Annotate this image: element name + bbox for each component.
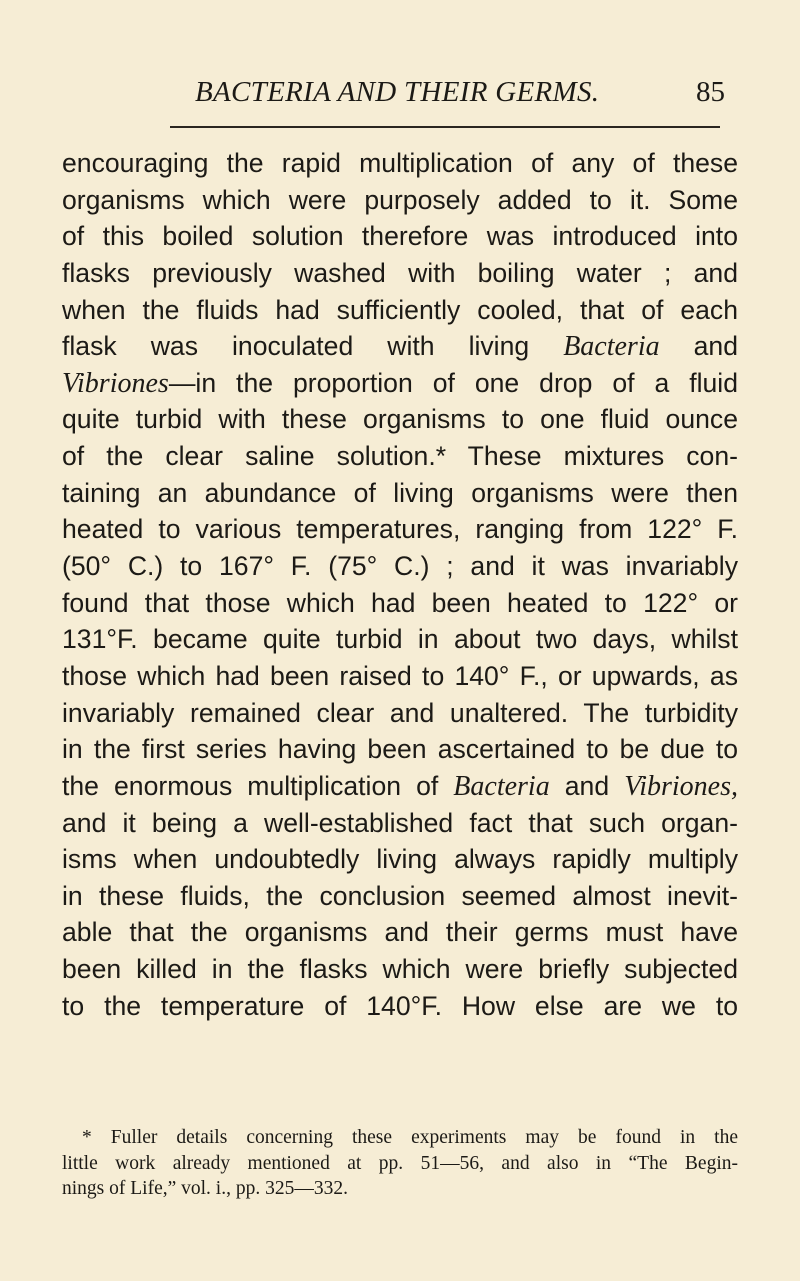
running-head <box>135 76 725 116</box>
body-line-17: in the first series having been ascertained to be due to <box>62 734 738 765</box>
body-line-19: and it being a well-established fact that such organ- <box>62 807 738 838</box>
body-line-6: flask was inoculated with living Bacteria and <box>62 331 738 363</box>
footnote-line-3: nings of Life,” vol. i., pp. 325—332. <box>62 1178 348 1199</box>
body-line-7-text: —in the proportion of one drop of a fluid <box>168 367 738 398</box>
italic-bacteria: Bacteria <box>563 331 660 363</box>
body-line-20: isms when undoubtedly living always rapidly multiply <box>62 844 738 875</box>
body-line-24: to the temperature of 140°F. How else are we to <box>62 990 738 1021</box>
italic-vibriones-2: Vibriones, <box>624 770 738 802</box>
footnote-line-1: * Fuller details concerning these experiments may be found in the <box>82 1127 738 1148</box>
body-text <box>62 145 738 1024</box>
body-line-6-text: flask was inoculated with living <box>62 331 564 362</box>
italic-vibriones: Vibriones <box>62 367 169 399</box>
header-rule <box>170 126 720 128</box>
body-line-3: of this boiled solution therefore was introduced into <box>62 221 738 252</box>
body-line-10: taining an abundance of living organisms were then <box>62 477 738 508</box>
body-line-11: heated to various temperatures, ranging from 122° F. <box>62 514 738 545</box>
page-number: 85 <box>696 76 725 108</box>
body-line-8: quite turbid with these organisms to one fluid ounce <box>62 404 738 435</box>
body-line-21: in these fluids, the conclusion seemed almost inevit- <box>62 880 738 911</box>
running-title: BACTERIA AND THEIR GERMS. <box>195 76 600 108</box>
body-line-7 <box>62 365 738 402</box>
body-line-14: 131°F. became quite turbid in about two days, whilst <box>62 624 738 655</box>
body-line-18 <box>62 768 738 805</box>
footnote <box>62 1125 738 1202</box>
body-line-13: found that those which had been heated to 122° or <box>62 587 738 618</box>
body-line-18-and: and <box>549 770 625 801</box>
body-line-18-text: the enormous multiplication of <box>62 770 454 801</box>
body-line-9: of the clear saline solution.* These mixtures con- <box>62 441 738 472</box>
body-line-16: invariably remained clear and unaltered. The turbidity <box>62 697 738 728</box>
body-line-22: able that the organisms and their germs must have <box>62 917 738 948</box>
body-line-5: when the fluids had sufficiently cooled, that of each <box>62 294 738 325</box>
body-line-12: (50° C.) to 167° F. (75° C.) ; and it was invariably <box>62 551 738 582</box>
body-line-4: flasks previously washed with boiling water ; and <box>62 257 738 288</box>
body-line-1: encouraging the rapid multiplication of any of these <box>62 148 738 178</box>
body-line-2: organisms which were purposely added to it. Some <box>62 184 738 215</box>
body-line-15: those which had been raised to 140° F., or upwards, as <box>62 660 738 691</box>
italic-bacteria-2: Bacteria <box>453 770 550 802</box>
footnote-line-2: little work already mentioned at pp. 51—56, and also in “The Begin- <box>62 1152 738 1174</box>
body-line-23: been killed in the flasks which were briefly subjected <box>62 954 738 985</box>
